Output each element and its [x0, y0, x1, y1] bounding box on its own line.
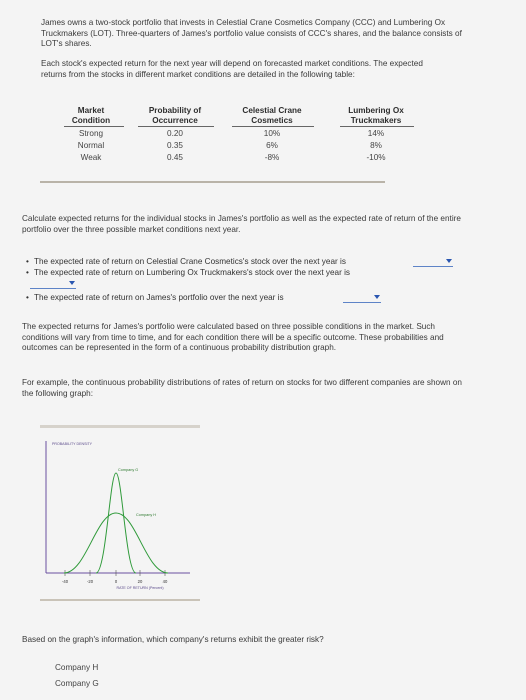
row-weak-lot: -10% — [366, 153, 386, 162]
company-h-curve — [64, 513, 168, 573]
bullet-dot: • — [26, 293, 29, 302]
header-underline — [340, 126, 414, 127]
bullet-text: The expected rate of return on Celestial Crane Cosmetics's stock over the next year is — [34, 257, 346, 266]
company-g-label: Company G — [118, 468, 139, 472]
bullet-ccc-return — [26, 257, 346, 267]
header-probability — [136, 106, 214, 125]
x-tick-label: -40 — [61, 579, 69, 584]
header-market-condition — [56, 106, 126, 125]
x-tick-label: -20 — [86, 579, 94, 584]
ccc-return-dropdown[interactable] — [413, 257, 453, 267]
header-celestial-crane — [230, 106, 314, 125]
row-strong-condition: Strong — [78, 129, 104, 138]
y-axis-label: PROBABILITY DENSITY — [52, 442, 93, 446]
header-underline — [232, 126, 314, 127]
x-tick-label: 40 — [162, 579, 168, 584]
header-line: Condition — [71, 115, 111, 125]
bullet-dot: • — [26, 268, 29, 277]
detail-paragraph: Each stock's expected return for the next year will depend on forecasted market conditions. The expected returns from the stocks in different market conditions are detailed in the following table: — [41, 59, 423, 79]
header-line: Lumbering Ox — [348, 106, 404, 115]
header-line: Celestial Crane — [242, 106, 302, 115]
dropdown-arrow-icon — [374, 295, 380, 299]
row-weak-ccc: -8% — [264, 153, 280, 162]
x-axis-label: RATE OF RETURN (Percent) — [116, 586, 164, 590]
lot-return-dropdown[interactable] — [30, 279, 76, 289]
header-line: Truckmakers — [350, 115, 402, 125]
bullet-portfolio-return — [26, 293, 284, 303]
header-line: Cosmetics — [251, 115, 293, 125]
header-line: Market — [77, 106, 105, 115]
section-divider — [40, 181, 385, 183]
example-paragraph: For example, the continuous probability distributions of rates of return on stocks for two different companies are shown on the following graph: — [22, 378, 462, 398]
dropdown-arrow-icon — [69, 281, 75, 285]
row-strong-ccc: 10% — [263, 129, 281, 138]
bullet-text: The expected rate of return on Lumbering Ox Truckmakers's stock over the next year is — [34, 268, 351, 277]
row-normal-ccc: 6% — [266, 141, 278, 150]
header-underline — [138, 126, 214, 127]
portfolio-return-dropdown[interactable] — [343, 293, 381, 303]
x-tick-label: 0 — [114, 579, 118, 584]
row-strong-lot: 14% — [367, 129, 385, 138]
dropdown-arrow-icon — [446, 259, 452, 263]
row-weak-condition: Weak — [80, 153, 102, 162]
row-normal-probability: 0.35 — [167, 141, 183, 150]
header-line: Occurrence — [152, 115, 198, 125]
distribution-graph-svg — [40, 425, 200, 595]
graph-top-border — [40, 425, 200, 428]
intro-paragraph: James owns a two-stock portfolio that invests in Celestial Crane Cosmetics Company (CCC) and Lumbering Ox Truckmakers (LOT). Three-quarters of James's portfolio value consists of CCC's shares, and the balance consists of LOT's shares. — [41, 18, 462, 48]
x-tick-label: 20 — [137, 579, 143, 584]
row-normal-lot: 8% — [370, 141, 382, 150]
risk-question: Based on the graph's information, which company's returns exhibit the greater risk? — [22, 635, 324, 644]
bullet-lot-return — [26, 268, 350, 278]
distribution-paragraph: The expected returns for James's portfolio were calculated based on three possible conditions in the market. Such conditions will vary from time to time, and for each condition there will be a specific outcome. These probabilities and outcomes can be represented in the form of a continuous probability distribution graph. — [22, 322, 444, 352]
company-h-label: Company H — [136, 513, 157, 517]
distribution-graph — [40, 425, 200, 595]
bullet-dot: • — [26, 257, 29, 266]
option-company-g[interactable]: Company G — [55, 679, 99, 688]
header-underline — [64, 126, 124, 127]
bullet-text: The expected rate of return on James's portfolio over the next year is — [34, 293, 284, 302]
header-lumbering-ox — [336, 106, 416, 125]
row-normal-condition: Normal — [77, 141, 105, 150]
x-ticks — [62, 570, 168, 584]
calc-instruction: Calculate expected returns for the individual stocks in James's portfolio as well as the expected rate of return of the entire portfolio over the three possible market conditions next year. — [22, 214, 461, 234]
row-strong-probability: 0.20 — [167, 129, 183, 138]
header-line: Probability of — [148, 106, 202, 115]
row-weak-probability: 0.45 — [167, 153, 183, 162]
graph-bottom-divider — [40, 599, 200, 601]
option-company-h[interactable]: Company H — [55, 663, 99, 672]
